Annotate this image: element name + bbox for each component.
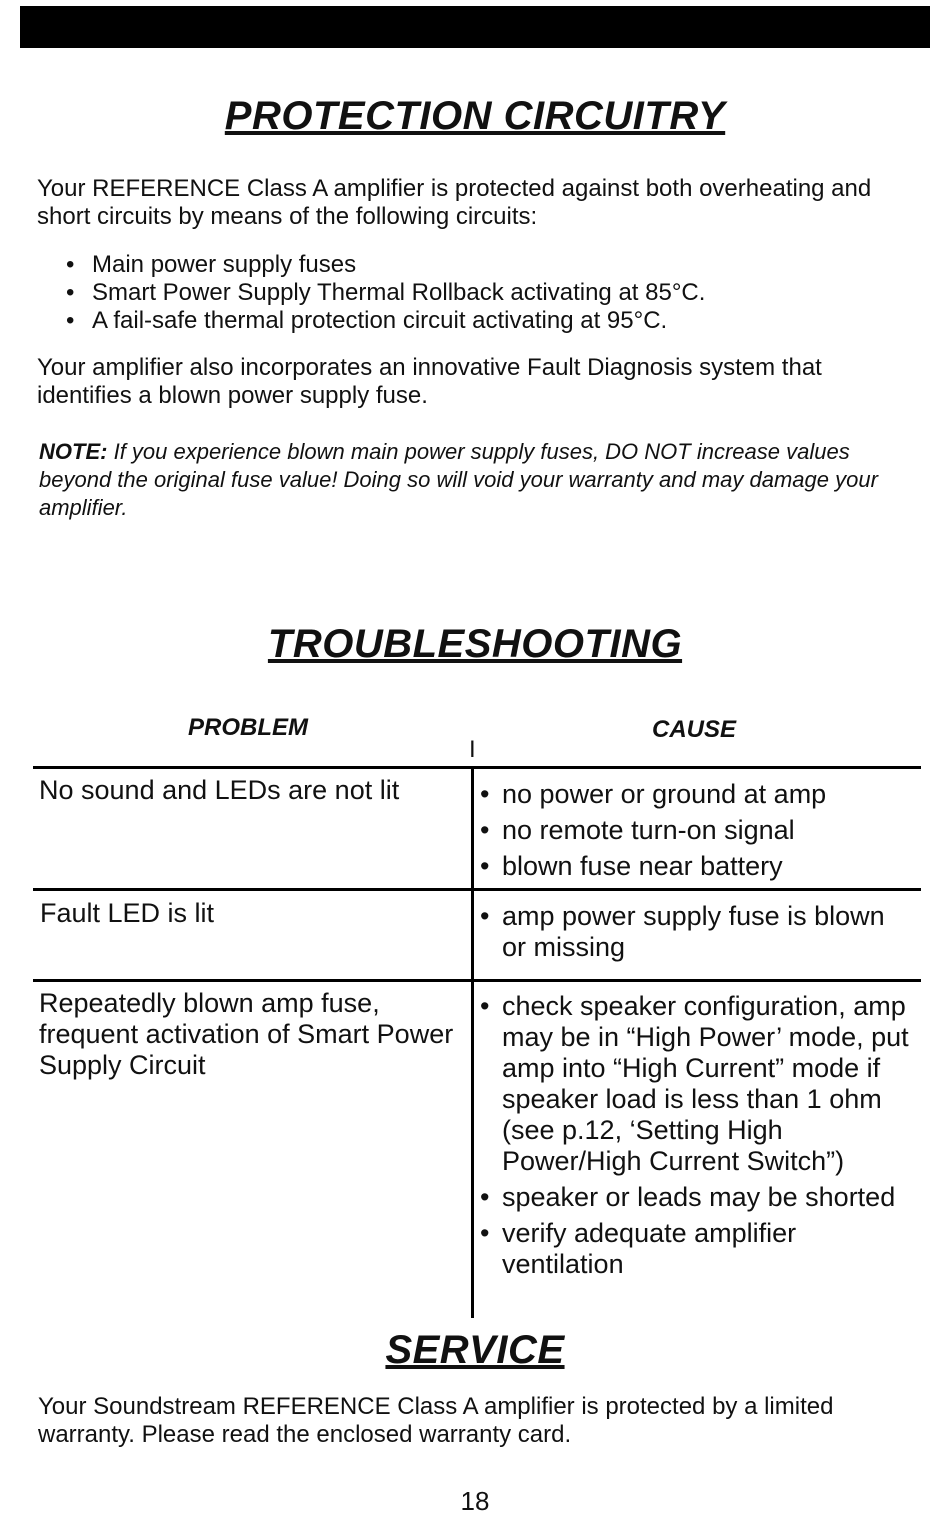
cause-list [480, 901, 900, 968]
list-item: • verify adequate amplifier ventilation [480, 1218, 910, 1280]
column-separator-mark: I [469, 736, 476, 763]
cause-column-header: CAUSE [652, 716, 737, 743]
list-item: • check speaker configuration, amp may be in “High Power’ mode, put amp into “High Current” mode if speaker load is less than 1 ohm (see p.12, ‘Setting High Power/High Current Switch”) [480, 991, 910, 1177]
fault-diagnosis-text: Your amplifier also incorporates an innovative Fault Diagnosis system that identifies a blown power supply fuse. [37, 354, 822, 409]
header-bar [20, 6, 930, 48]
protection-intro: Your REFERENCE Class A amplifier is protected against both overheating and short circuits by means of the following circuits: [37, 175, 872, 230]
list-item: • A fail-safe thermal protection circuit activating at 95°C. [66, 307, 886, 335]
list-item: • amp power supply fuse is blown or missing [480, 901, 900, 963]
problem-column-header: PROBLEM [188, 714, 308, 741]
problem-cell: No sound and LEDs are not lit [39, 775, 400, 805]
table-row-rule [33, 888, 921, 891]
list-item: • no remote turn-on signal [480, 815, 920, 846]
service-title: SERVICE [385, 1328, 565, 1372]
problem-cell: Repeatedly blown amp fuse, frequent activation of Smart Power Supply Circuit [39, 988, 454, 1080]
troubleshooting-title: TROUBLESHOOTING [267, 622, 683, 666]
cause-list [480, 991, 910, 1285]
protection-title: PROTECTION CIRCUITRY [224, 94, 726, 138]
table-row-rule [33, 979, 921, 982]
list-item: • Main power supply fuses [66, 251, 886, 279]
protection-list [66, 251, 886, 335]
list-item: • no power or ground at amp [480, 779, 920, 810]
note-text: If you experience blown main power supply fuses, DO NOT increase values beyond the original fuse value! Doing so will void your warranty and may damage your amplifier. [39, 439, 878, 520]
list-item: • Smart Power Supply Thermal Rollback activating at 85°C. [66, 279, 886, 307]
table-column-divider [471, 768, 474, 1318]
list-item: • blown fuse near battery [480, 851, 920, 882]
table-top-rule [33, 766, 921, 769]
page-number: 18 [460, 1486, 490, 1516]
service-text: Your Soundstream REFERENCE Class A amplifier is protected by a limited warranty. Please read the enclosed warranty card. [38, 1393, 834, 1448]
note-paragraph [39, 438, 919, 522]
list-item: • speaker or leads may be shorted [480, 1182, 910, 1213]
problem-cell: Fault LED is lit [40, 898, 215, 928]
cause-list [480, 779, 920, 887]
note-label: NOTE: [39, 439, 108, 464]
